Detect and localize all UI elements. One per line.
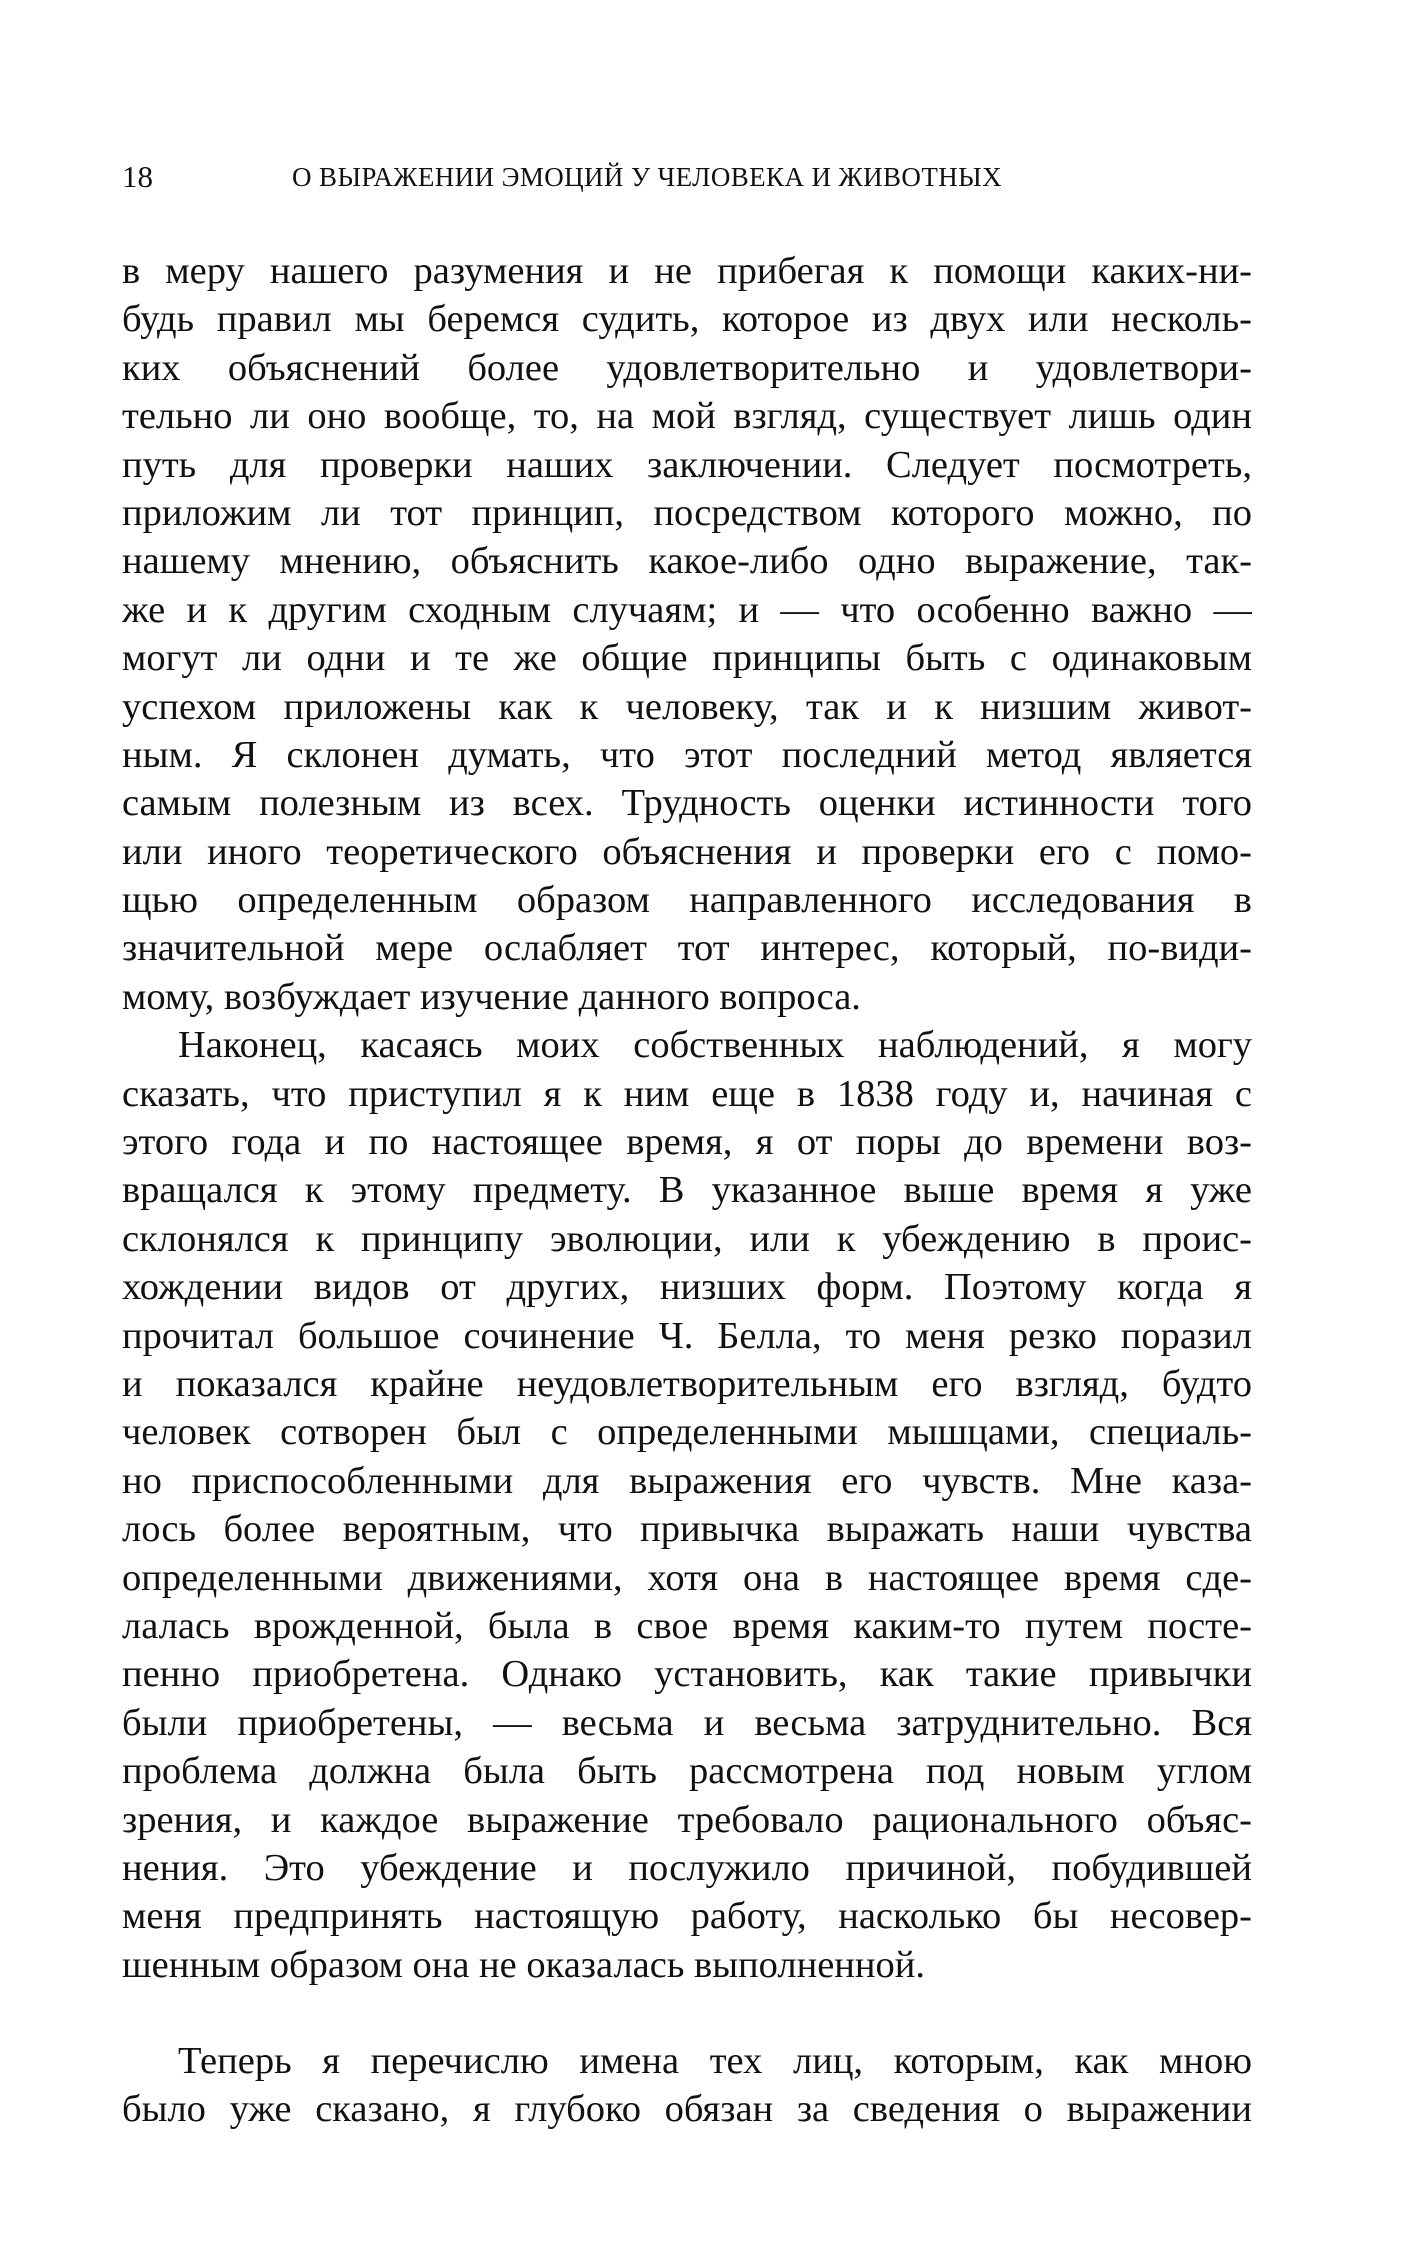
text-line: могут ли одни и те же общие принципы быть с одинаковым — [122, 637, 1252, 680]
text-line: пенно приобретена. Однако установить, как такие привычки — [122, 1653, 1252, 1696]
text-line: же и к другим сходным случаям; и — что особенно важно — — [122, 588, 1252, 631]
text-line: мому, возбуждает изучение данного вопроса. — [122, 975, 861, 1018]
text-line: хождении видов от других, низших форм. Поэтому когда я — [122, 1266, 1252, 1309]
paragraph-3 — [122, 2037, 1252, 2134]
running-title: О ВЫРАЖЕНИИ ЭМОЦИЙ У ЧЕЛОВЕКА И ЖИВОТНЫХ — [292, 162, 1002, 192]
paragraph-2 — [122, 1021, 1252, 1989]
text-line: ным. Я склонен думать, что этот последний метод является — [122, 733, 1252, 776]
text-line: ких объяснений более удовлетворительно и удовлетвори- — [122, 346, 1252, 389]
text-line: было уже сказано, я глубоко обязан за сведения о выражении — [122, 2088, 1252, 2131]
text-line: Теперь я перечислю имена тех лиц, которым, как мною — [178, 2040, 1252, 2083]
text-line: определенными движениями, хотя она в настоящее время сде- — [122, 1556, 1252, 1599]
text-line: были приобретены, — весьма и весьма затруднительно. Вся — [122, 1701, 1252, 1744]
text-line: успехом приложены как к человеку, так и к низшим живот- — [122, 685, 1252, 728]
text-line: этого года и по настоящее время, я от поры до времени воз- — [122, 1121, 1252, 1164]
running-head — [122, 155, 1252, 199]
text-line: лалась врожденной, была в свое время каким-то путем посте- — [122, 1604, 1252, 1647]
paragraph-1 — [122, 247, 1252, 1021]
text-line: значительной мере ослабляет тот интерес, который, по-види- — [122, 927, 1252, 970]
text-line: Наконец, касаясь моих собственных наблюдений, я могу — [178, 1024, 1252, 1067]
text-line: сказать, что приступил я к ним еще в 1838 году и, начиная с — [122, 1072, 1252, 1115]
text-line: приложим ли тот принцип, посредством которого можно, по — [122, 491, 1252, 534]
text-line: человек сотворен был с определенными мышцами, специаль- — [122, 1411, 1252, 1454]
page-number: 18 — [122, 159, 153, 194]
text-line: вращался к этому предмету. В указанное выше время я уже — [122, 1169, 1252, 1212]
section-gap — [122, 1989, 1252, 2037]
text-line: меня предпринять настоящую работу, насколько бы несовер- — [122, 1895, 1252, 1938]
text-line: и показался крайне неудовлетворительным его взгляд, будто — [122, 1362, 1252, 1405]
text-line: самым полезным из всех. Трудность оценки истинности того — [122, 782, 1252, 825]
text-line: в меру нашего разумения и не прибегая к помощи каких-ни- — [122, 250, 1252, 292]
text-line: лось более вероятным, что привычка выражать наши чувства — [122, 1508, 1252, 1551]
text-line: склонялся к принципу эволюции, или к убеждению в проис- — [122, 1217, 1252, 1260]
text-line: будь правил мы беремся судить, которое из двух или несколь- — [122, 298, 1252, 341]
text-line: но приспособленными для выражения его чувств. Мне каза- — [122, 1459, 1252, 1502]
text-line: или иного теоретического объяснения и проверки его с помо- — [122, 830, 1252, 873]
text-line: тельно ли оно вообще, то, на мой взгляд, существует лишь один — [122, 395, 1252, 438]
text-line: нашему мнению, объяснить какое-либо одно выражение, так- — [122, 540, 1252, 583]
text-line: зрения, и каждое выражение требовало рационального объяс- — [122, 1798, 1252, 1841]
text-line: щью определенным образом направленного исследования в — [122, 879, 1252, 922]
text-line: проблема должна была быть рассмотрена под новым углом — [122, 1750, 1252, 1793]
text-line: нения. Это убеждение и послужило причиной, побудившей — [122, 1846, 1252, 1889]
text-line: путь для проверки наших заключении. Следует посмотреть, — [122, 443, 1252, 486]
text-line: прочитал большое сочинение Ч. Белла, то меня резко поразил — [122, 1314, 1252, 1357]
text-line: шенным образом она не оказалась выполненной. — [122, 1943, 925, 1986]
body-text — [122, 247, 1252, 2134]
